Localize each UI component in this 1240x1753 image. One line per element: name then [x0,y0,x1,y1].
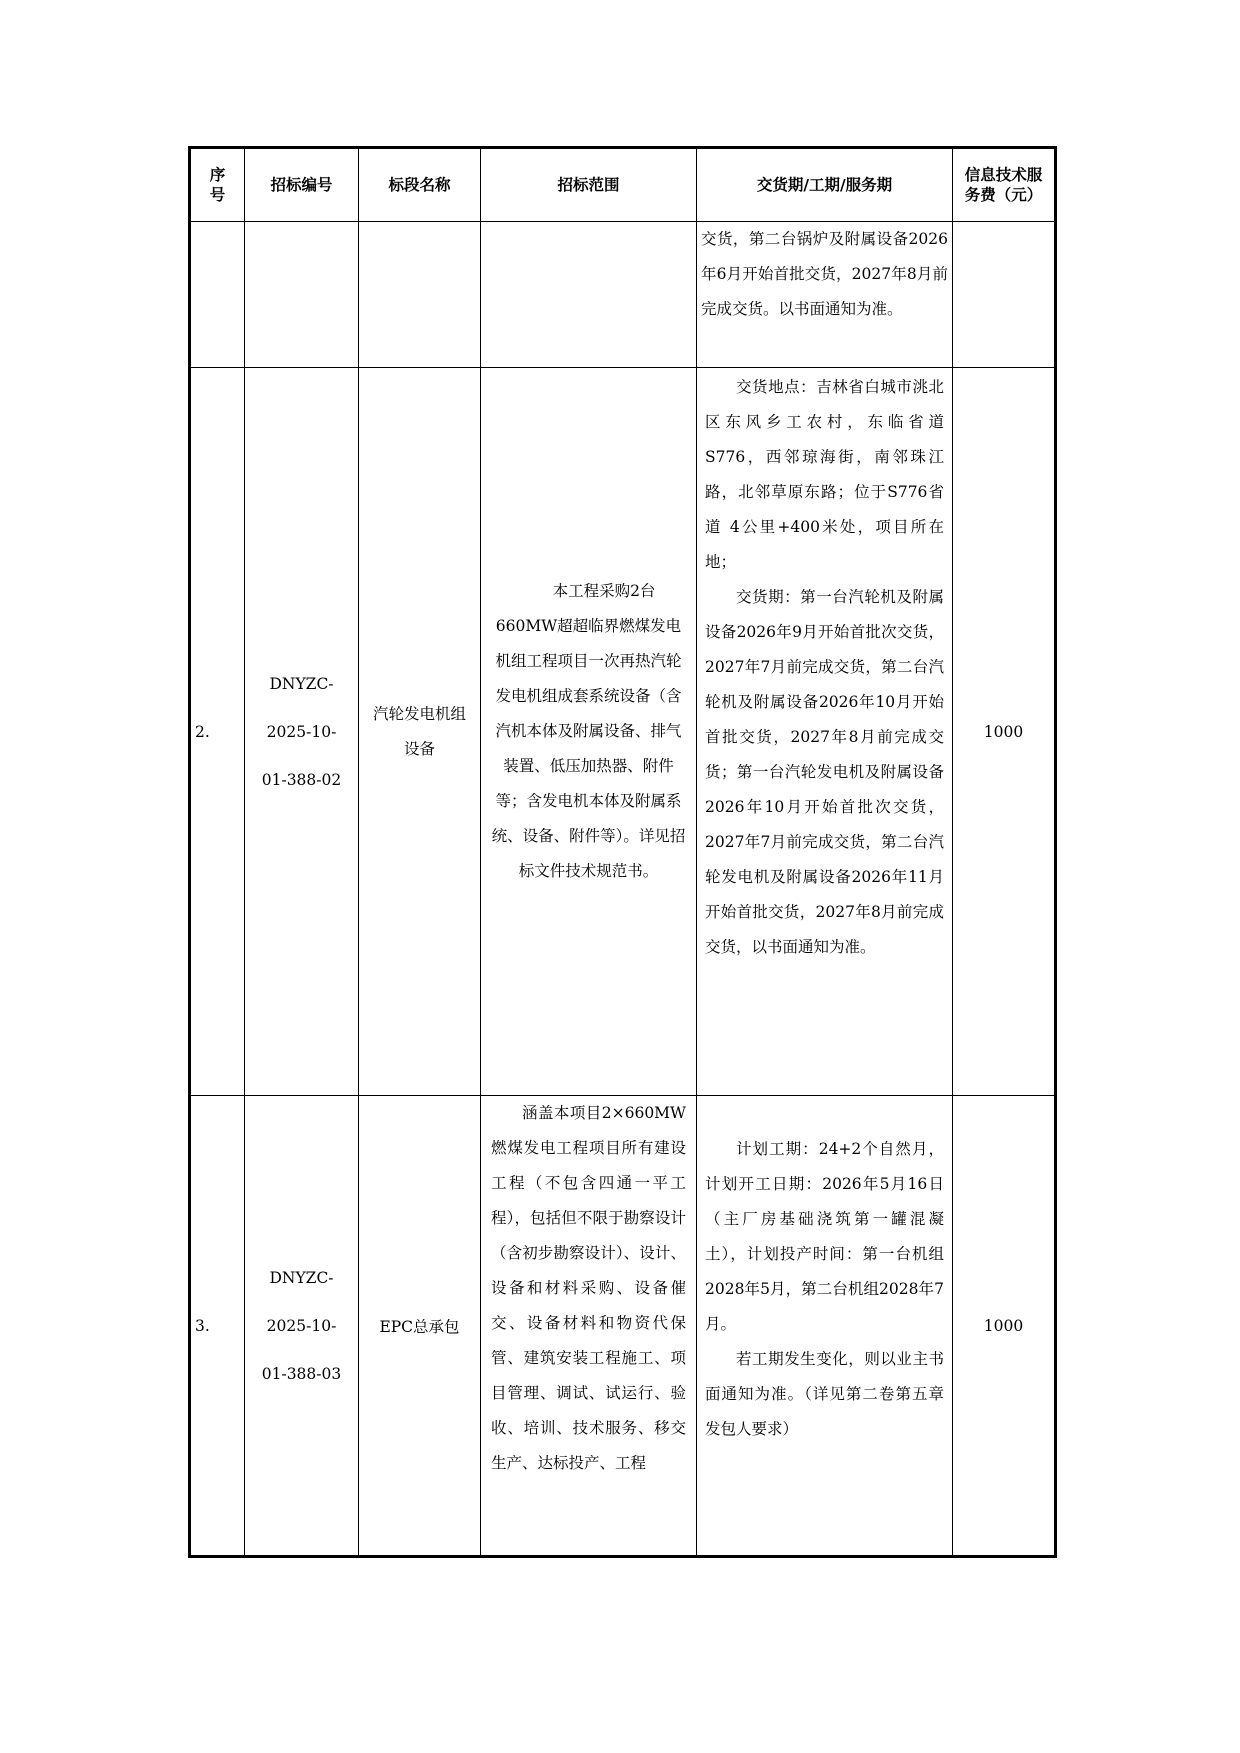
cell-scope [481,368,697,1096]
header-fee: 信息技术服务费（元） [953,149,1055,222]
table-header-row [191,149,1055,222]
period-paragraph: 若工期发生变化，则以业主书面通知为准。（详见第二卷第五章发包人要求） [705,1350,944,1438]
cell-fee: 1000 [953,1096,1055,1556]
code-line: 01-388-02 [261,770,342,789]
table-row [191,222,1055,368]
cell-name [359,368,481,1096]
cell-fee [953,222,1055,368]
section-name: 汽轮发电机组设备 [372,704,466,758]
cell-code [245,1096,359,1556]
cell-code [245,368,359,1096]
cell-name: EPC总承包 [359,1096,481,1556]
scope-text: 本工程采购2台660MW超超临界燃煤发电机组工程项目一次再热汽轮发电机组成套系统设备（含汽机本体及附属设备、排气装置、低压加热器、附件等；含发电机本体及附属系统、设备、附件等）。详见招标文件技术规范书。 [491,582,686,880]
period-paragraph: 交货地点：吉林省白城市洮北区东风乡工农村，东临省道S776，西邻琼海街，南邻珠江路，北邻草原东路；位于S776省道 4公里+400米处，项目所在地； [705,378,944,571]
header-name: 标段名称 [359,149,481,222]
period-paragraph: 计划工期：24+2个自然月，计划开工日期：2026年5月16日（主厂房基础浇筑第一罐混凝土），计划投产时间：第一台机组2028年5月，第二台机组2028年7月。 [705,1140,944,1333]
cell-name [359,222,481,368]
cell-fee: 1000 [953,368,1055,1096]
cell-scope [481,1096,697,1556]
cell-seq: 2. [191,368,245,1096]
code-line: 2025-10- [266,1316,337,1335]
code-line: 2025-10- [266,722,337,741]
header-seq: 序号 [191,149,245,222]
code-line: 01-388-03 [261,1364,342,1383]
cell-code [245,222,359,368]
period-paragraph: 交货，第二台锅炉及附属设备2026年6月开始首批交货，2027年8月前完成交货。以书面通知为准。 [701,230,948,318]
cell-period [697,368,953,1096]
table-row [191,368,1055,1096]
cell-period [697,1096,953,1556]
bid-section-table [190,148,1055,1556]
header-code: 招标编号 [245,149,359,222]
cell-scope [481,222,697,368]
header-period: 交货期/工期/服务期 [697,149,953,222]
code-line: DNYZC- [269,674,334,693]
cell-seq [191,222,245,368]
table-row [191,1096,1055,1556]
code-line: DNYZC- [269,1268,334,1287]
scope-text: 涵盖本项目2×660MW燃煤发电工程项目所有建设工程（不包含四通一平工程），包括但不限于勘察设计（含初步勘察设计）、设计、设备和材料采购、设备催交、设备材料和物资代保管、建筑安装工程施工、项目管理、调试、试运行、验收、培训、技术服务、移交生产、达标投产、工程 [491,1104,686,1472]
cell-seq: 3. [191,1096,245,1556]
header-scope: 招标范围 [481,149,697,222]
period-paragraph: 交货期：第一台汽轮机及附属设备2026年9月开始首批次交货，2027年7月前完成交货，第二台汽轮机及附属设备2026年10月开始首批交货，2027年8月前完成交货；第一台汽轮发电机及附属设备2026年10月开始首批次交货，2027年7月前完成交货，第二台汽轮发电机及附属设备2026年11月开始首批交货，2027年8月前完成交货，以书面通知为准。 [705,588,944,956]
cell-period [697,222,953,368]
